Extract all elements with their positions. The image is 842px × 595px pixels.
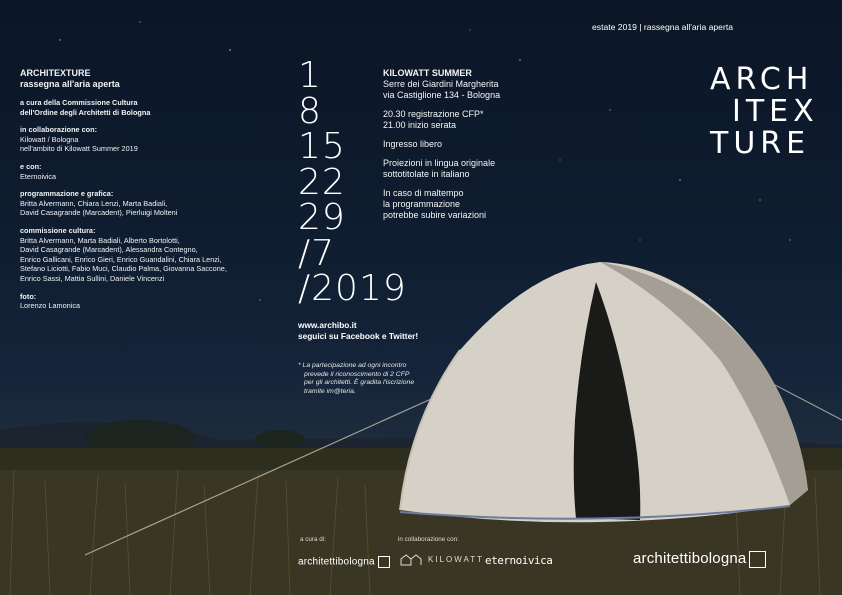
commission-line-5: Enrico Sassi, Mattia Sullini, Daniele Vincenzi: [20, 273, 165, 283]
collab-label: in collaborazione con:: [398, 536, 459, 543]
sponsor-architettibologna-text: architettibologna: [298, 556, 375, 568]
curated-label: a cura di:: [300, 536, 326, 543]
commission-line-3: Enrico Gallicani, Enrico Gieri, Enrico Guandalini, Chiara Lenzi,: [20, 254, 222, 264]
and-heading: e con:: [20, 161, 42, 171]
sponsor-kilowatt-text: KILOWATT: [428, 555, 484, 565]
brand-architettibologna: [633, 550, 766, 568]
venue-address: via Castiglione 134 - Bologna: [383, 90, 501, 100]
venue-info: [383, 68, 553, 229]
commission-line-4: Stefano Liciotti, Fabio Muci, Claudio Palma, Giovanna Saccone,: [20, 264, 227, 274]
social-text: seguici su Facebook e Twitter!: [298, 330, 419, 341]
time-start: 21.00 inizio serata: [383, 120, 457, 130]
website-link[interactable]: www.archibo.it: [298, 320, 357, 330]
venue-place: Serre dei Giardini Margherita: [383, 79, 499, 89]
sponsor-architettibologna: [298, 556, 390, 568]
cfp-note: [298, 362, 458, 396]
date-item: 1: [298, 55, 322, 96]
collab-heading: in collaborazione con:: [20, 125, 98, 135]
sponsor-eternoivica: eternoivica: [485, 554, 553, 567]
projection-line-2: sottotitolate in italiano: [383, 169, 470, 179]
photo-heading: foto:: [20, 291, 37, 301]
kilowatt-greenhouse-icon: [400, 554, 424, 566]
commission-line-1: Britta Alvermann, Marta Badiali, Alberto Bortolotti,: [20, 235, 180, 245]
projection-line-1: Proiezioni in lingua originale: [383, 158, 496, 168]
brand-text: architettibologna: [633, 550, 747, 567]
note-line-2: prevede il riconoscimento di 2 CFP: [304, 370, 410, 378]
curated-by-line-2: dell'Ordine degli Architetti di Bologna: [20, 107, 151, 117]
web-info: [298, 320, 418, 341]
commission-line-2: David Casagrande (Marcadent), Alessandra Contegno,: [20, 245, 198, 255]
programming-line-2: David Casagrande (Marcadent), Pierluigi Molteni: [20, 208, 178, 218]
weather-line-3: potrebbe subire variazioni: [383, 210, 487, 220]
programming-line-1: Britta Alvermann, Chiara Lenzi, Marta Badiali,: [20, 198, 168, 208]
note-line-3: per gli architetti. È gradita l'iscrizione: [304, 379, 415, 387]
entry-info: Ingresso libero: [383, 139, 443, 149]
date-item: 8: [298, 90, 322, 132]
photo-credit: Lorenzo Lamonica: [20, 301, 81, 311]
programming-heading: programmazione e grafica:: [20, 189, 114, 199]
note-line-4: tramite im@teria.: [304, 387, 356, 395]
commission-heading: commissione cultura:: [20, 225, 96, 235]
date-item: 29: [298, 197, 346, 238]
collab-line-2: nell'ambito di Kilowatt Summer 2019: [20, 144, 138, 154]
date-month: /7: [298, 232, 336, 274]
square-logo-icon: [749, 551, 766, 568]
sponsor-kilowatt: [400, 554, 484, 566]
curated-by-line-1: a cura della Commissione Cultura: [20, 98, 138, 107]
venue-name: KILOWATT SUMMER: [383, 68, 472, 78]
date-item: 15: [298, 126, 346, 167]
event-subtitle: rassegna all'aria aperta: [20, 79, 120, 89]
event-title: ARCHITEXTURE: [20, 68, 91, 78]
note-line-1: * La partecipazione ad ogni incontro: [298, 362, 407, 369]
collab-line-1: Kilowatt / Bologna: [20, 134, 79, 144]
and-line-1: Eternoivica: [20, 171, 57, 181]
architexture-logo: [708, 64, 818, 160]
date-year: /2019: [298, 268, 407, 309]
credits-column: [20, 68, 260, 319]
date-item: 22: [298, 161, 346, 203]
time-registration: 20.30 registrazione CFP*: [383, 109, 484, 119]
weather-line-2: la programmazione: [383, 199, 461, 209]
weather-line-1: In caso di maltempo: [383, 188, 464, 198]
logo-line-1: ARCH: [710, 62, 814, 97]
logo-line-3: TURE: [710, 126, 811, 161]
square-logo-icon: [378, 556, 390, 568]
logo-line-2: ITEX: [732, 94, 819, 129]
season-tag: estate 2019 | rassegna all'aria aperta: [592, 22, 733, 32]
